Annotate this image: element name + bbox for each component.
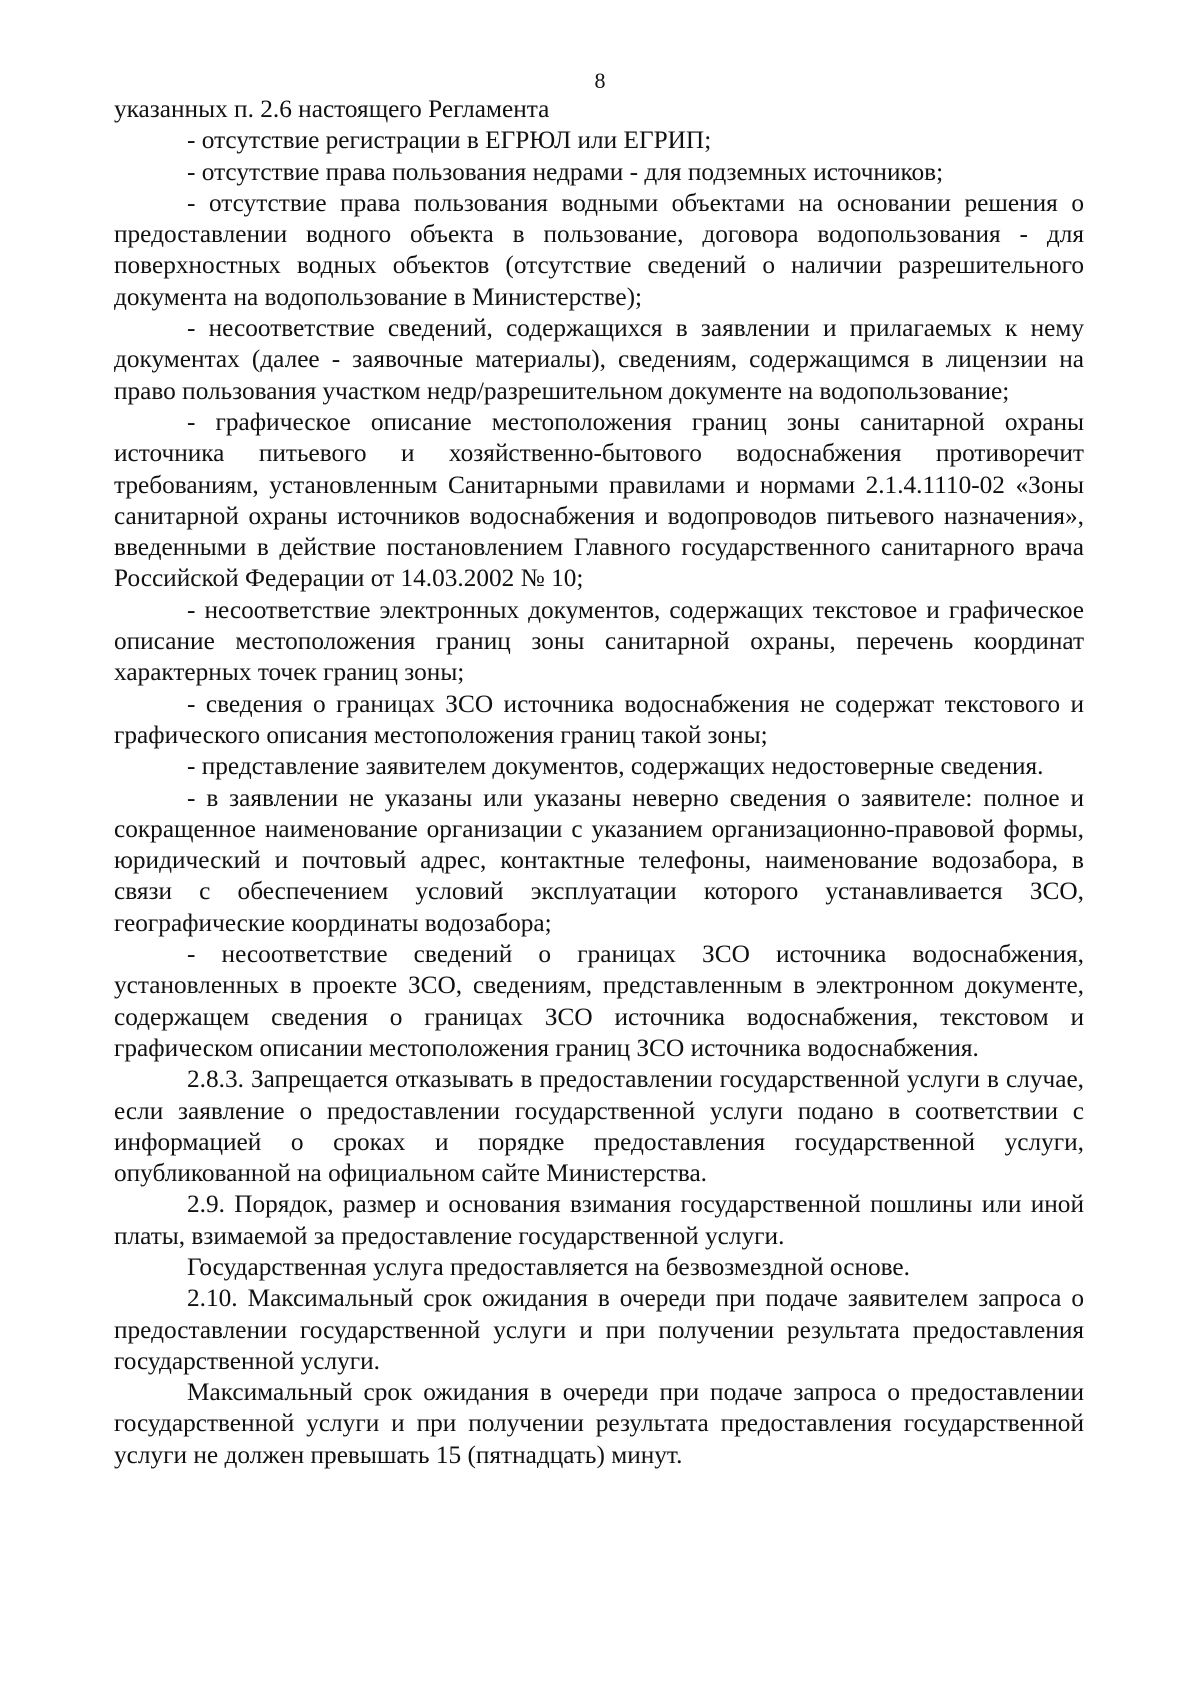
document-body xyxy=(114,94,1084,1471)
paragraph-section-2-9: 2.9. Порядок, размер и основания взимания государственной пошлины или иной платы, взимаемой за предоставление государственной услуги. xyxy=(114,1190,1084,1250)
paragraph-item: - несоответствие электронных документов, содержащих текстовое и графическое описание местоположения границ зоны санитарной охраны, перечень координат характерных точек границ зоны; xyxy=(114,595,1084,687)
paragraph-item: - отсутствие права пользования недрами - для подземных источников; xyxy=(187,157,944,186)
paragraph-item: - несоответствие сведений, содержащихся в заявлении и прилагаемых к нему документах (далее - заявочные материалы), сведениям, содержащимся в лицензии на право пользования участком недр/разрешительном документе на водопользование; xyxy=(114,314,1084,405)
paragraph-section-2-10: 2.10. Максимальный срок ожидания в очереди при подаче заявителем запроса о предоставлении государственной услуги и при получении результата предоставления государственной услуги. xyxy=(114,1284,1084,1375)
paragraph-text: Максимальный срок ожидания в очереди при подаче запроса о предоставлении государственной услуги и при получении результата предоставления государственной услуги не должен превышать 15 (пятнадцать) минут. xyxy=(114,1378,1084,1469)
paragraph-item: - графическое описание местоположения границ зоны санитарной охраны источника питьевого и хозяйственно-бытового водоснабжения противоречит требованиям, установленным Санитарными правилами и нормами 2.1.4.1110-02 «Зоны санитарной охраны источников водоснабжения и водопроводов питьевого назначения», введенными в действие постановлением Главного государственного санитарного врача Российской Федерации от 14.03.2002 № 10; xyxy=(114,407,1084,593)
paragraph-item: - представление заявителем документов, содержащих недостоверные сведения. xyxy=(187,752,1044,781)
paragraph-continuation: указанных п. 2.6 настоящего Регламента xyxy=(114,95,550,123)
paragraph-item: - отсутствие права пользования водными объектами на основании решения о предоставлении водного объекта в пользование, договора водопользования - для поверхностных водных объектов (отсутствие сведений о наличии разрешительного документа на водопользование в Министерстве); xyxy=(114,188,1084,311)
paragraph-item: - в заявлении не указаны или указаны неверно сведения о заявителе: полное и сокращенное наименование организации с указанием организационно-правовой формы, юридический и почтовый адрес, контактные телефоны, наименование водозабора, в связи с обеспечением условий эксплуатации которого устанавливается ЗСО, географические координаты водозабора; xyxy=(114,783,1084,937)
paragraph-text: Государственная услуга предоставляется на безвозмездной основе. xyxy=(187,1252,910,1281)
paragraph-item: - несоответствие сведений о границах ЗСО источника водоснабжения, установленных в проекте ЗСО, сведениям, представленным в электронном документе, содержащем сведения о границах ЗСО источника водоснабжения, текстовом и графическом описании местоположения границ ЗСО источника водоснабжения. xyxy=(114,940,1084,1062)
paragraph-item: - сведения о границах ЗСО источника водоснабжения не содержат текстового и графического описания местоположения границ такой зоны; xyxy=(114,689,1084,749)
page-number: 8 xyxy=(594,68,606,93)
paragraph-item: - отсутствие регистрации в ЕГРЮЛ или ЕГРИП; xyxy=(187,126,712,155)
paragraph-section-2-8-3: 2.8.3. Запрещается отказывать в предоставлении государственной услуги в случае, если заявление о предоставлении государственной услуги подано в соответствии с информацией о сроках и порядке предоставления государственной услуги, опубликованной на официальном сайте Министерства. xyxy=(114,1065,1084,1188)
